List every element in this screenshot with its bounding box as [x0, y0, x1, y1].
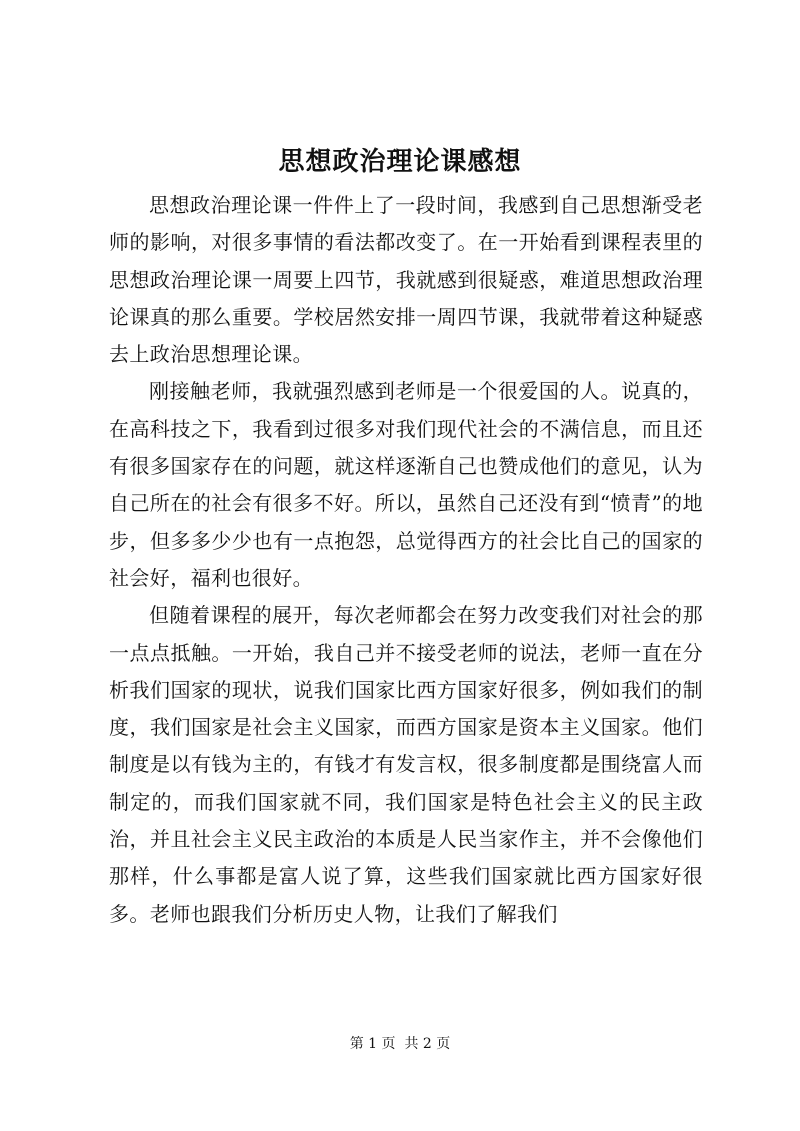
page-number-label: 第 1 页 共 2 页 — [349, 1036, 451, 1052]
paragraph-1: 思想政治理论课一件件上了一段时间，我感到自己思想渐受老师的影响，对很多事情的看法都改变了。在一开始看到课程表里的思想政治理论课一周要上四节，我就感到很疑惑，难道思想政治理论课真的那么重要。学校居然安排一周四节课，我就带着这种疑惑去上政治思想理论课。 — [109, 193, 703, 367]
document-title: 思想政治理论课感想 — [278, 147, 522, 177]
paragraph-2: 刚接触老师，我就强烈感到老师是一个很爱国的人。说真的，在高科技之下，我看到过很多对我们现代社会的不满信息，而且还有很多国家存在的问题，就这样逐渐自己也赞成他们的意见，认为自己所在的社会有很多不好。所以，虽然自己还没有到“愤青”的地步，但多多少少也有一点抱怨，总觉得西方的社会比自己的国家的社会好，福利也很好。 — [109, 379, 703, 590]
page-footer — [0, 1034, 800, 1054]
paragraph-3: 但随着课程的展开，每次老师都会在努力改变我们对社会的那一点点抵触。一开始，我自己并不接受老师的说法，老师一直在分析我们国家的现状，说我们国家比西方国家好很多，例如我们的制度，我们国家是社会主义国家，而西方国家是资本主义国家。他们制度是以有钱为主的，有钱才有发言权，很多制度都是围绕富人而制定的，而我们国家就不同，我们国家是特色社会主义的民主政治，并且社会主义民主政治的本质是人民当家作主，并不会像他们那样，什么事都是富人说了算，这些我们国家就比西方国家好很多。老师也跟我们分析历史人物，让我们了解我们 — [109, 603, 703, 926]
document-body — [109, 187, 703, 933]
